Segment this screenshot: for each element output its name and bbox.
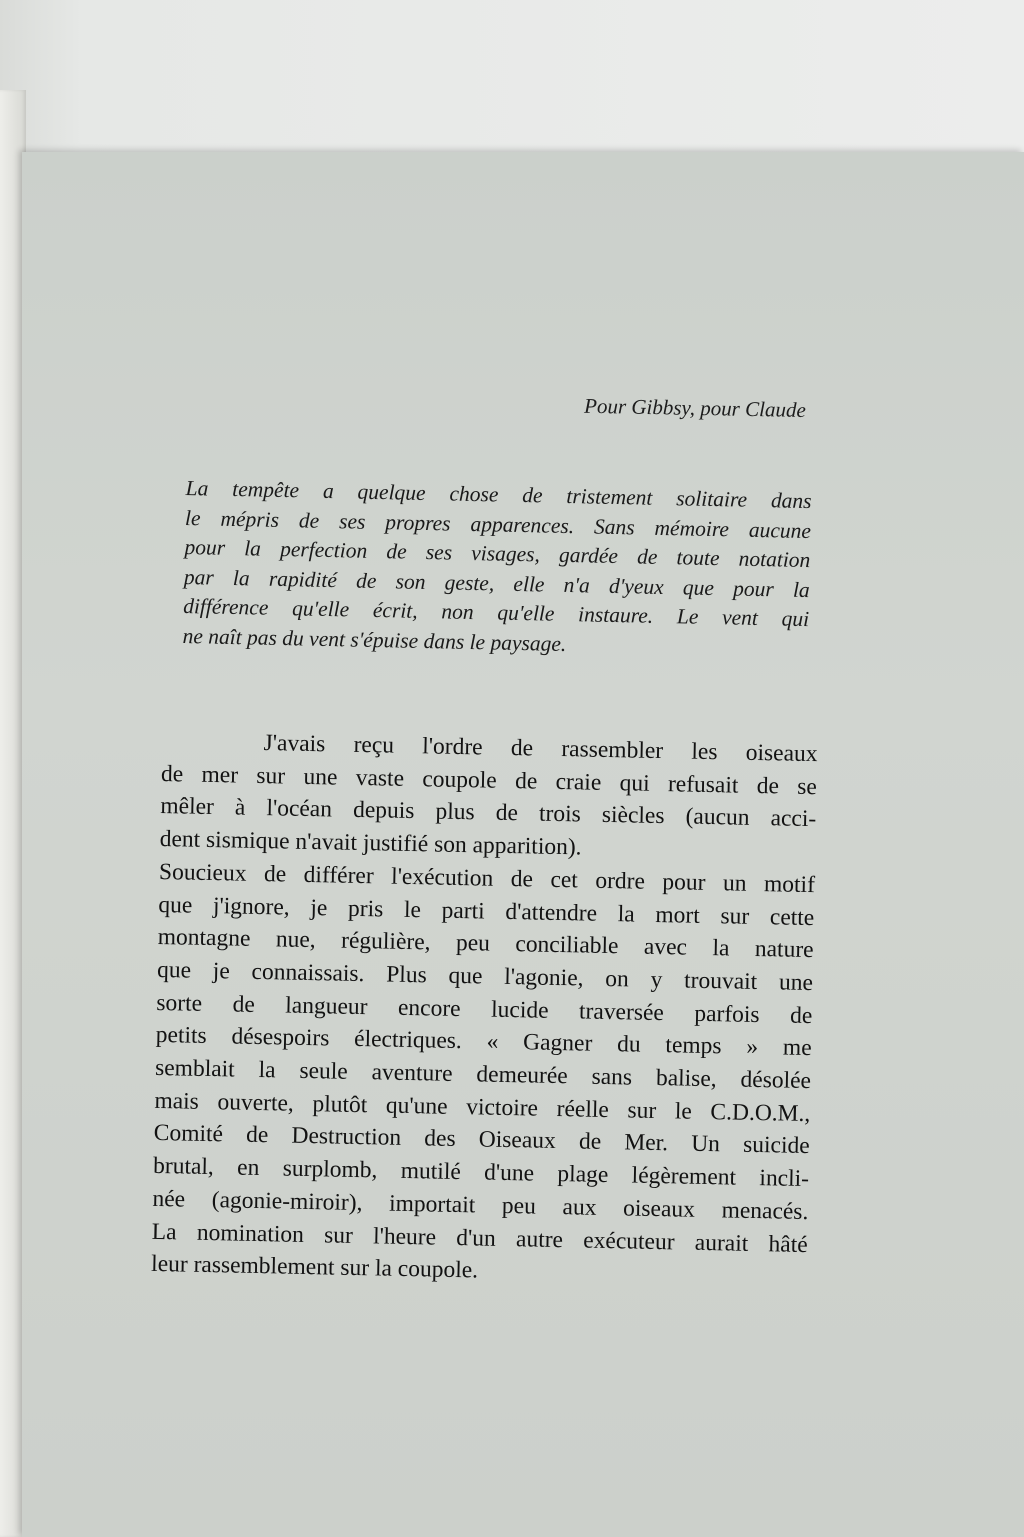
epigraph [182, 474, 812, 665]
dedication: Pour Gibbsy, pour Claude [583, 393, 806, 422]
epigraph-line: différence qu'elle écrit, non qu'elle instaure. Le vent qui [182, 594, 810, 632]
paragraph-1-line: J'avais reçu l'ordre de rassembler les oiseaux [263, 730, 818, 768]
epigraph-line: pour la perfection de ses visages, gardée de toute notation [184, 535, 811, 573]
paragraph-2-line: que je connaissais. Plus que l'agonie, on y trouvait une [156, 956, 814, 997]
paragraph-1-line: dent sismique n'avait justifié son apparition). [159, 826, 582, 861]
body-text [151, 725, 818, 1294]
epigraph-line: La tempête a quelque chose de tristement solitaire dans [185, 475, 812, 514]
paragraph-2-line: leur rassemblement sur la coupole. [150, 1251, 479, 1284]
paragraph-2-line: mais ouverte, plutôt qu'une victoire réelle sur le C.D.O.M., [154, 1087, 811, 1127]
paragraph-2-line: La nomination sur l'heure d'un autre exécuteur aurait hâté [151, 1218, 808, 1258]
paragraph-2-line: semblait la seule aventure demeurée sans balise, désolée [154, 1054, 812, 1095]
paragraph-2-line: brutal, en surplomb, mutilé d'une plage légèrement incli- [152, 1153, 810, 1193]
paragraph-2-line: montagne nue, régulière, peu conciliable avec la nature [157, 924, 814, 964]
paragraph-2-line: que j'ignore, je pris le parti d'attendre la mort sur cette [158, 891, 815, 931]
paragraph-1-line: mêler à l'océan depuis plus de trois siècles (aucun acci- [160, 793, 817, 833]
paragraph-2-line: née (agonie-miroir), importait peu aux oiseaux menacés. [152, 1185, 809, 1225]
paragraph-2-line: Comité de Destruction des Oiseaux de Mer. Un suicide [153, 1120, 810, 1160]
epigraph-line: ne naît pas du vent s'épuise dans le paysage. [182, 623, 567, 656]
epigraph-line: par la rapidité de son geste, elle n'a d'yeux que pour la [183, 564, 810, 602]
paragraph-2-line: Soucieux de différer l'exécution de cet ordre pour un motif [158, 858, 816, 898]
epigraph-line: le mépris de ses propres apparences. Sans mémoire aucune [184, 505, 812, 543]
paragraph-2-line: petits désespoirs électriques. « Gagner du temps » me [155, 1022, 812, 1062]
paragraph-1-line: de mer sur une vaste coupole de craie qui refusait de se [160, 760, 818, 800]
paragraph-2-line: sorte de langueur encore lucide traversée parfois de [156, 989, 813, 1029]
